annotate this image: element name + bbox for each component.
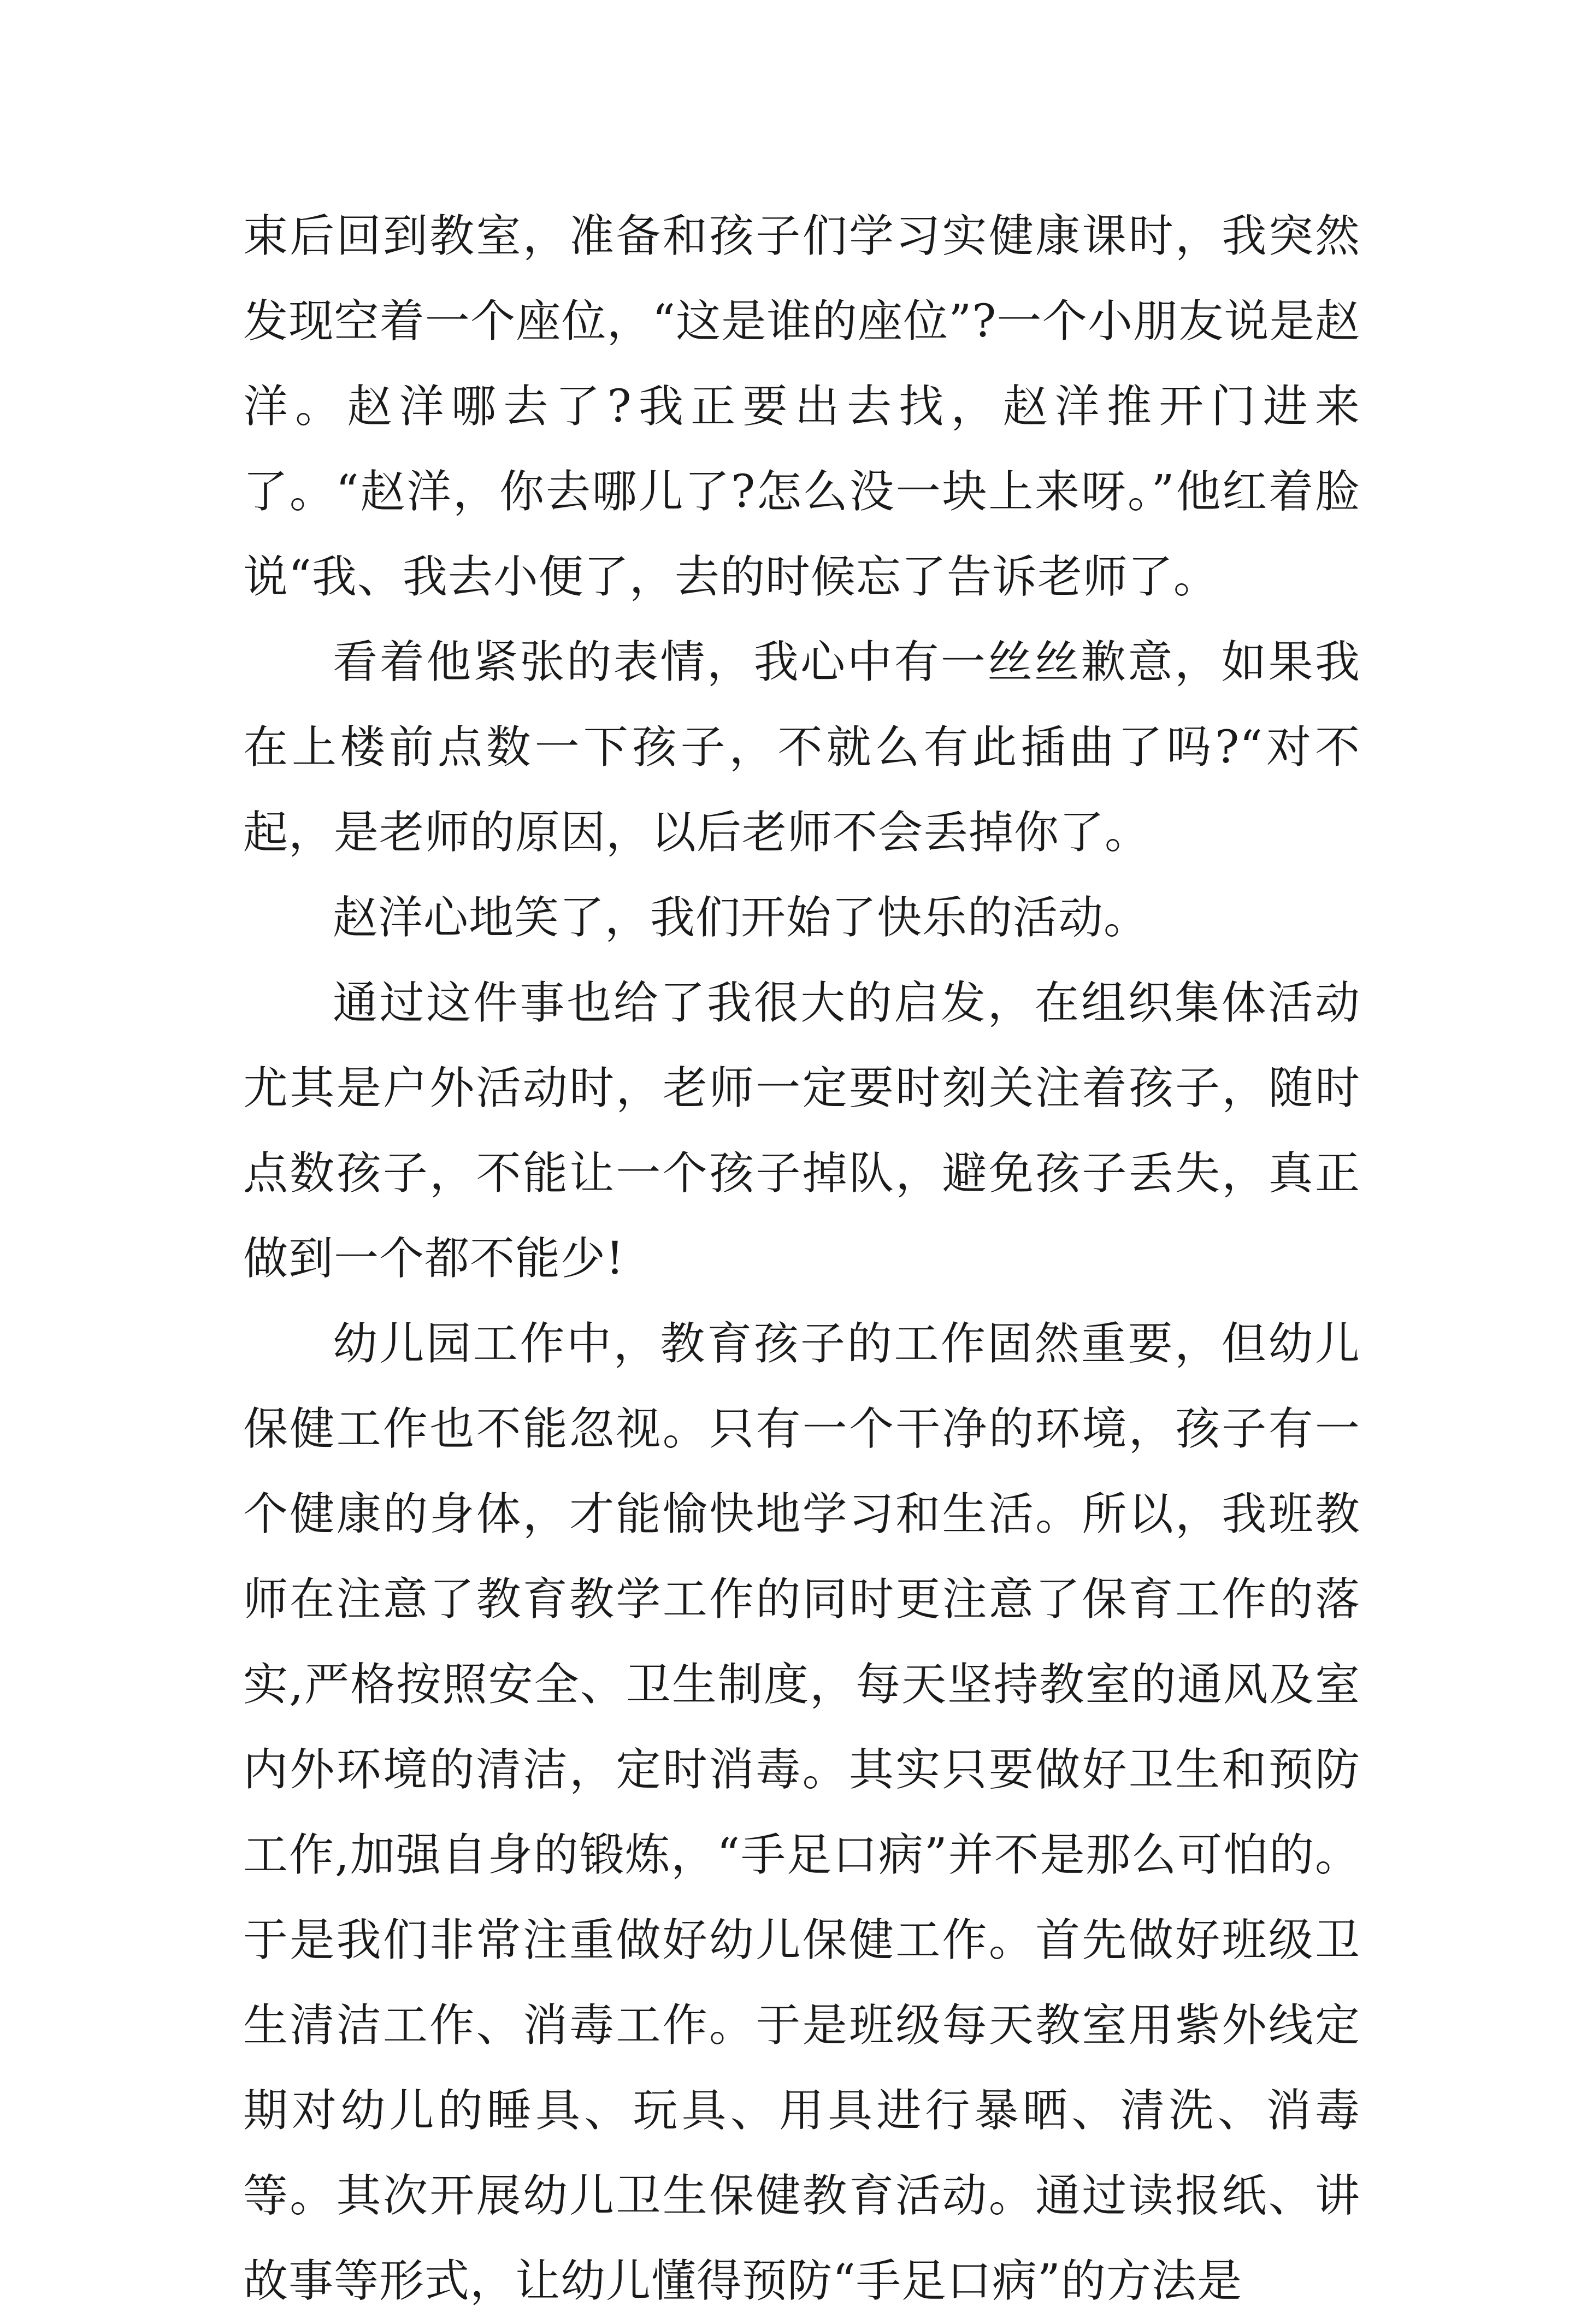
paragraph-1: 束后回到教室，准备和孩子们学习实健康课时，我突然发现空着一个座位，“这是谁的座位”?一个小朋友说是赵洋。赵洋哪去了?我正要出去找，赵洋推开门进来了。“赵洋，你去哪儿了?怎么没一块上来呀。”他红着脸说“我、我去小便了，去的时候忘了告诉老师了。 <box>243 210 1360 603</box>
paragraph-4: 通过这件事也给了我很大的启发，在组织集体活动尤其是户外活动时，老师一定要时刻关注着孩子，随时点数孩子，不能让一个孩子掉队，避免孩子丢失，真正做到一个都不能少! <box>243 977 1360 1285</box>
document-body <box>243 194 1360 2324</box>
paragraph-2: 看着他紧张的表情，我心中有一丝丝歉意，如果我在上楼前点数一下孩子，不就么有此插曲了吗?“对不起，是老师的原因，以后老师不会丢掉你了。 <box>243 636 1360 859</box>
paragraph-3: 赵洋心地笑了，我们开始了快乐的活动。 <box>333 892 1149 944</box>
paragraph-5: 幼儿园工作中，教育孩子的工作固然重要，但幼儿保健工作也不能忽视。只有一个干净的环境，孩子有一个健康的身体，才能愉快地学习和生活。所以，我班教师在注意了教育教学工作的同时更注意了保育工作的落实,严格按照安全、卫生制度，每天坚持教室的通风及室内外环境的清洁，定时消毒。其实只要做好卫生和预防工作,加强自身的锻炼，“手足口病”并不是那么可怕的。于是我们非常注重做好幼儿保健工作。首先做好班级卫生清洁工作、消毒工作。于是班级每天教室用紫外线定期对幼儿的睡具、玩具、用具进行暴晒、清洗、消毒等。其次开展幼儿卫生保健教育活动。通过读报纸、讲故事等形式，让幼儿懂得预防“手足口病”的方法是 <box>243 1318 1360 2307</box>
